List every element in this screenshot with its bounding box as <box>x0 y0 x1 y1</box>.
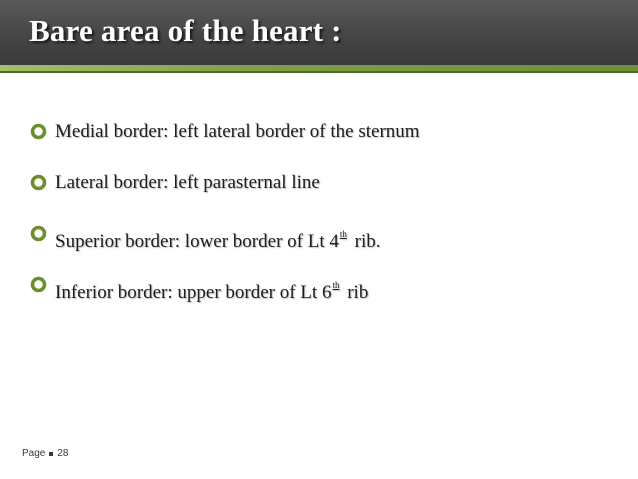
title-accent-underline <box>0 71 638 73</box>
list-item <box>30 169 620 220</box>
bullet-text-main: Superior border: lower border of Lt 4 <box>55 231 339 252</box>
ordinal-superscript: th <box>339 229 347 239</box>
circle-ring-bullet-icon <box>30 123 47 140</box>
square-separator-icon <box>49 452 53 456</box>
page-footer <box>22 448 68 459</box>
bullet-text-tail: rib <box>342 282 369 303</box>
bullet-text-tail: rib. <box>349 231 381 252</box>
list-item <box>30 220 620 271</box>
bullet-text: Medial border: left lateral border of the sternum <box>55 121 420 142</box>
list-item <box>30 271 620 322</box>
bullet-text <box>55 220 380 256</box>
circle-ring-bullet-icon <box>30 225 47 242</box>
bullet-text <box>55 271 368 307</box>
ordinal-superscript: th <box>332 280 340 290</box>
circle-ring-bullet-icon <box>30 174 47 191</box>
list-item <box>30 118 620 169</box>
bullet-text: Lateral border: left parasternal line <box>55 172 320 193</box>
slide-title: Bare area of the heart : <box>29 13 342 48</box>
page-label: Page <box>22 448 46 459</box>
bullet-list <box>30 118 620 322</box>
bullet-text-main: Inferior border: upper border of Lt 6 <box>55 282 332 303</box>
page-number: 28 <box>57 448 69 459</box>
circle-ring-bullet-icon <box>30 276 47 293</box>
